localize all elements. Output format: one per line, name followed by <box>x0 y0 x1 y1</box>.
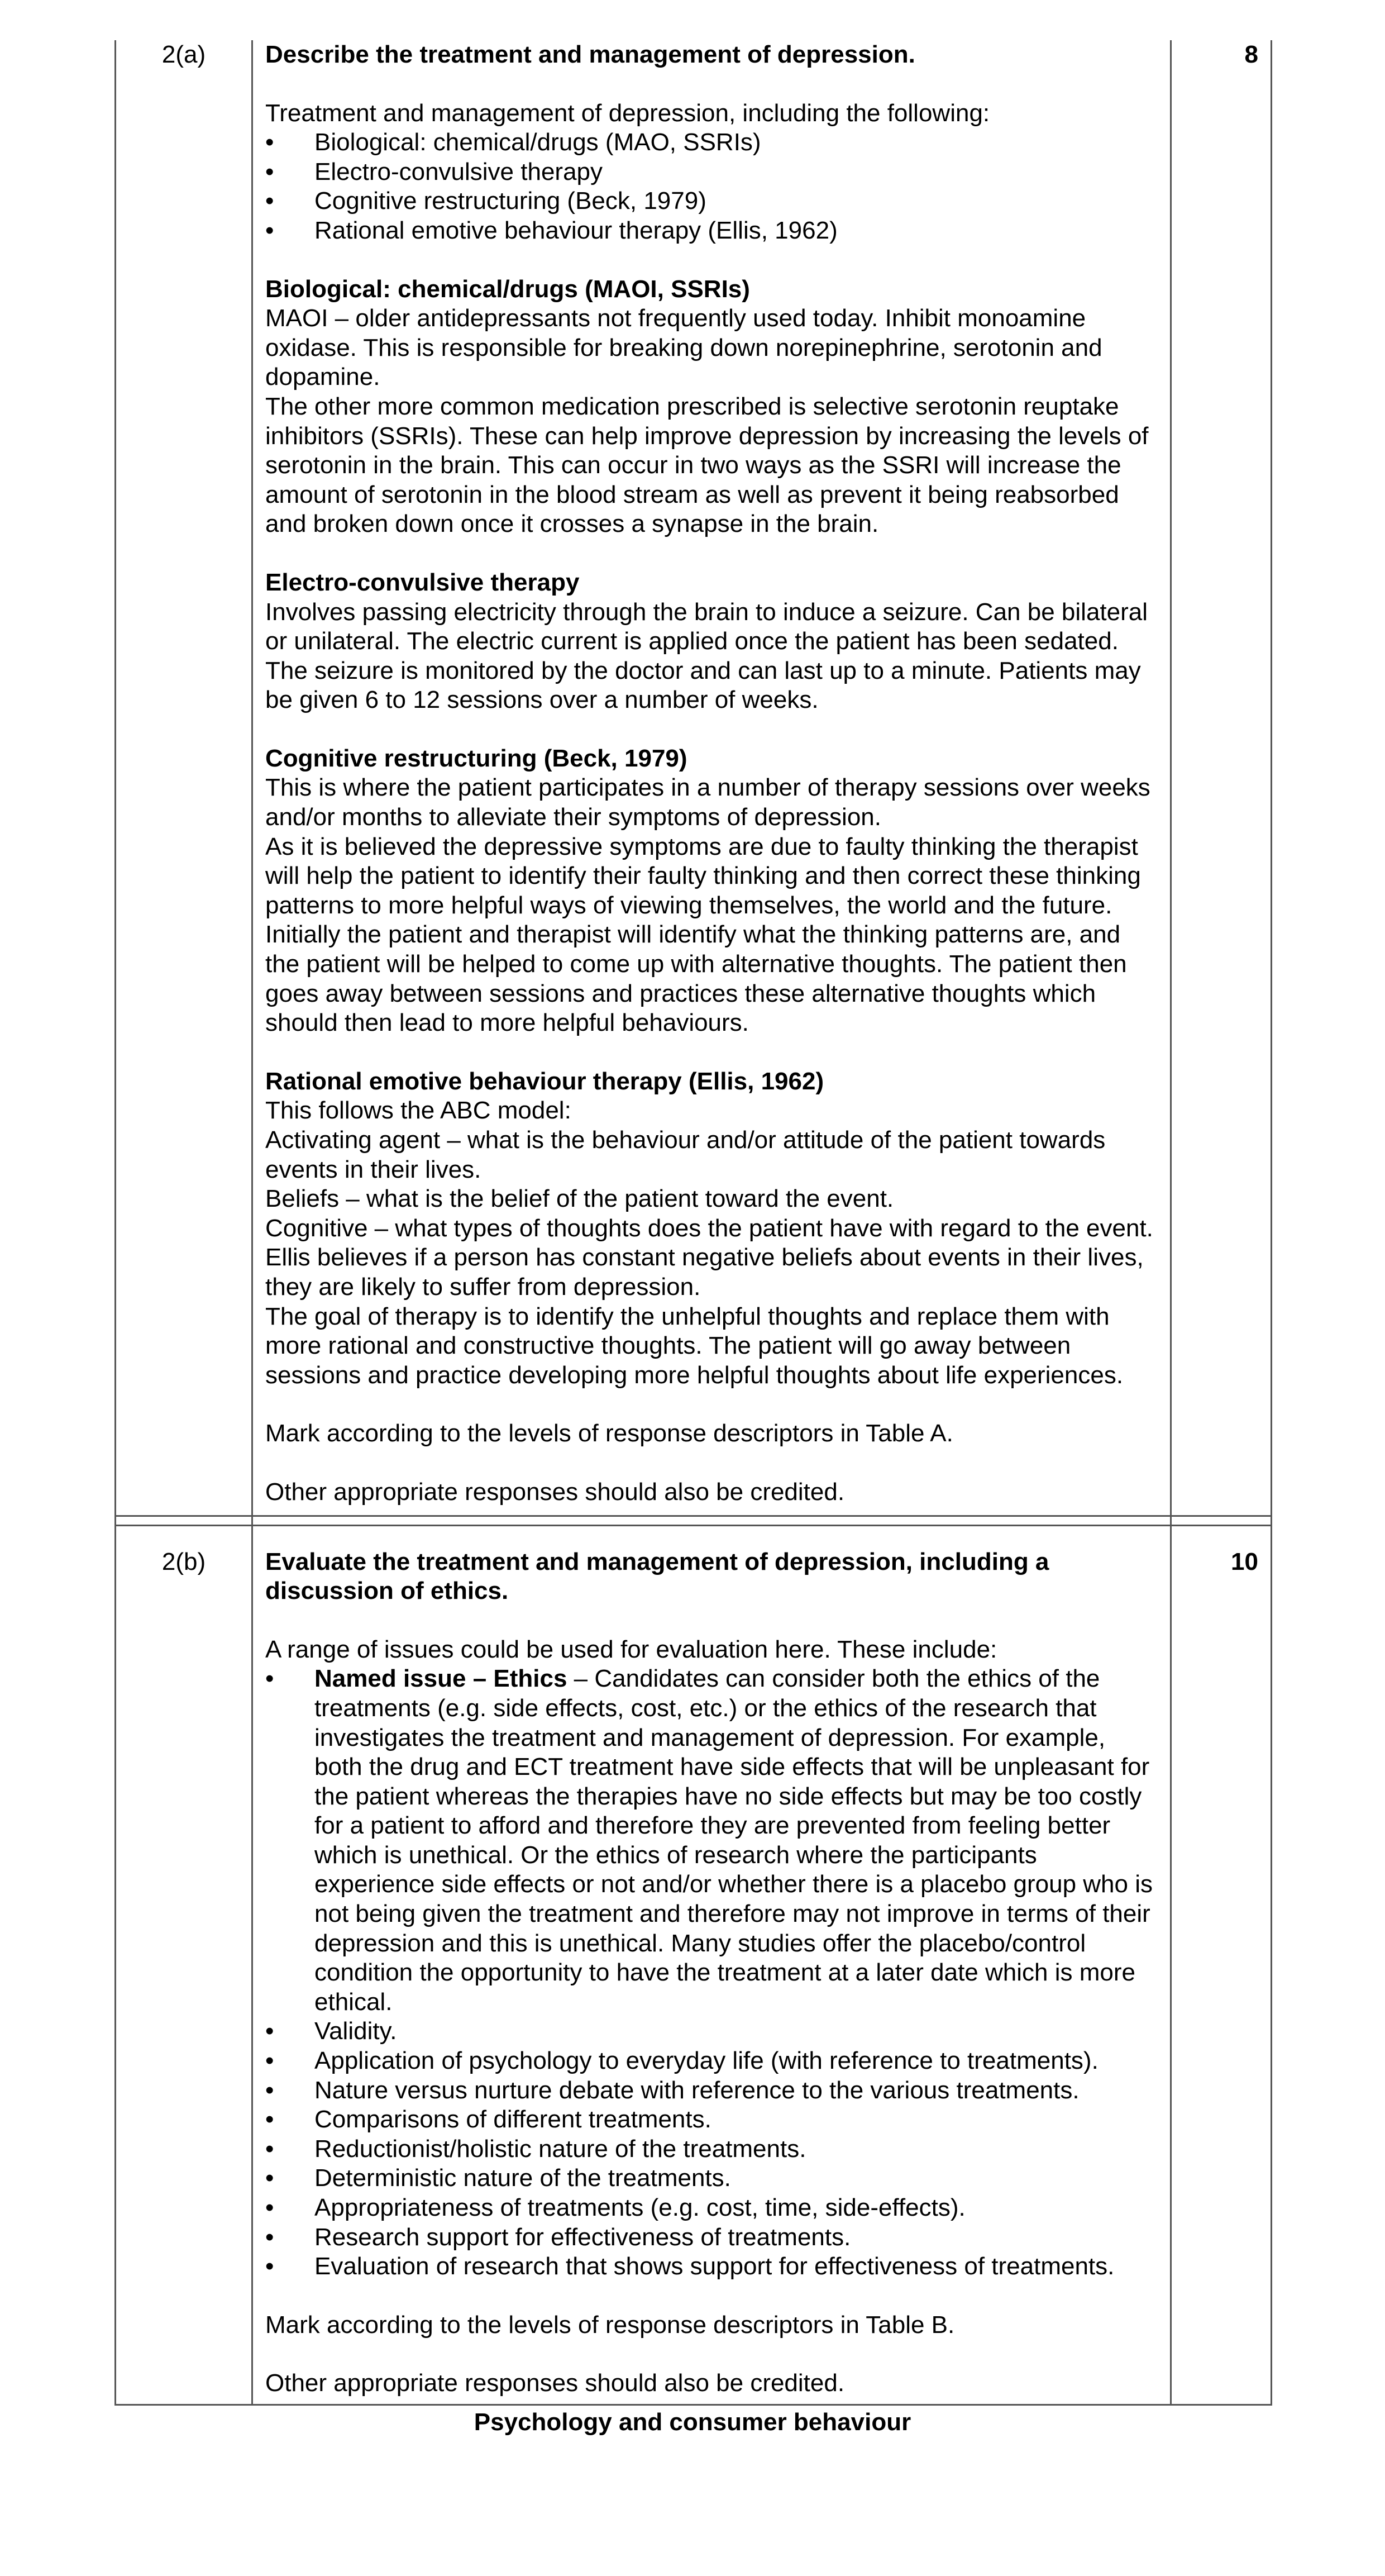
list-item: • Rational emotive behaviour therapy (Ellis, 1962) <box>265 216 1159 246</box>
marks-value: 8 <box>1171 40 1272 1516</box>
list-item: • Electro-convulsive therapy <box>265 158 1159 187</box>
list-item: • Deterministic nature of the treatments. <box>265 2164 1159 2193</box>
named-issue-text: – Candidates can consider both the ethics of the treatments (e.g. side effects, cost, etc.) or the ethics of the research that investigates the treatment and management of depression. For example, both the drug and ECT treatment have side effects that will be unpleasant for the patient whereas the therapies have no side effects but may be too costly for a patient to afford and therefore they are prevented from feeling better which is unethical. Or the ethics of research where the participants experience side effects or not and/or whether there is a placebo group who is not being given the treatment and therefore may not improve in terms of their depression and this is unethical. Many studies offer the placebo/control condition the opportunity to have the treatment at a later date which is more ethical. <box>314 1665 1153 2016</box>
question-number: 2(b) <box>116 1525 252 2404</box>
list-item: • Evaluation of research that shows support for effectiveness of treatments. <box>265 2252 1159 2282</box>
list-item: • Research support for effectiveness of treatments. <box>265 2223 1159 2253</box>
paragraph: MAOI – older antidepressants not frequently used today. Inhibit monoamine oxidase. This is responsible for breaking down norepinephrine, serotonin and dopamine. <box>265 304 1102 391</box>
paragraph: Involves passing electricity through the brain to induce a seizure. Can be bilateral or unilateral. The electric current is applied once the patient has been sedated. The seizure is monitored by the doctor and can last up to a minute. Patients may be given 6 to 12 sessions over a number of weeks. <box>265 598 1148 714</box>
list-item: • Cognitive restructuring (Beck, 1979) <box>265 187 1159 216</box>
list-item: • Appropriateness of treatments (e.g. cost, time, side-effects). <box>265 2193 1159 2223</box>
intro-text: Treatment and management of depression, including the following: <box>265 99 990 127</box>
named-issue-dash: – <box>466 1665 494 1693</box>
paragraph: Activating agent – what is the behaviour and/or attitude of the patient towards events in their lives. <box>265 1126 1106 1183</box>
list-item: • Nature versus nurture debate with reference to the various treatments. <box>265 2076 1159 2106</box>
section-footer: Psychology and consumer behaviour <box>474 2408 911 2436</box>
marks-value: 10 <box>1171 1525 1272 2404</box>
list-item: • Validity. <box>265 2017 1159 2046</box>
answer-content <box>252 1525 1171 2404</box>
section-heading: Biological: chemical/drugs (MAOI, SSRIs) <box>265 275 750 303</box>
question-text: Describe the treatment and management of depression. <box>265 41 915 68</box>
paragraph: Cognitive – what types of thoughts does the patient have with regard to the event. <box>265 1214 1153 1242</box>
question-row-2b <box>116 1525 1272 2404</box>
list-item: • Biological: chemical/drugs (MAO, SSRIs) <box>265 128 1159 158</box>
intro-text: A range of issues could be used for evaluation here. These include: <box>265 1635 997 1663</box>
paragraph: Ellis believes if a person has constant negative beliefs about events in their lives, they are likely to suffer from depression. <box>265 1244 1144 1301</box>
question-number: 2(a) <box>116 40 252 1516</box>
question-text: Evaluate the treatment and management of depression, including a discussion of ethics. <box>265 1547 1049 1605</box>
paragraph: This follows the ABC model: <box>265 1097 571 1125</box>
row-separator <box>116 1516 1272 1525</box>
mark-scheme-table <box>114 40 1272 2406</box>
list-item-named-issue <box>265 1664 1159 2017</box>
question-row-2a <box>116 40 1272 1516</box>
list-item: • Application of psychology to everyday life (with reference to treatments). <box>265 2046 1159 2076</box>
evaluation-list <box>265 1664 1159 2281</box>
marking-note: Mark according to the levels of response descriptors in Table B. <box>265 2311 955 2339</box>
list-item: • Reductionist/holistic nature of the treatments. <box>265 2135 1159 2164</box>
named-issue-label: Named issue <box>314 1665 466 1693</box>
answer-content <box>252 40 1171 1516</box>
paragraph: The other more common medication prescribed is selective serotonin reuptake inhibitors (SSRIs). These can help improve depression by increasing the levels of serotonin in the brain. This can occur in two ways as the SSRI will increase the amount of serotonin in the blood stream as well as prevent it being reabsorbed and broken down once it crosses a synapse in the brain. <box>265 392 1149 538</box>
credit-note: Other appropriate responses should also be credited. <box>265 1478 845 1506</box>
list-item: • Comparisons of different treatments. <box>265 2105 1159 2135</box>
paragraph: As it is believed the depressive symptoms are due to faulty thinking the therapist will help the patient to identify their faulty thinking and then correct these thinking patterns to more helpful ways of viewing themselves, the world and the future. Initially the patient and therapist will identify what the thinking patterns are, and the patient will be helped to come up with alternative thoughts. The patient then goes away between sessions and practices these alternative thoughts which should then lead to more helpful behaviours. <box>265 832 1141 1037</box>
marking-note: Mark according to the levels of response descriptors in Table A. <box>265 1420 953 1447</box>
paragraph: This is where the patient participates in a number of therapy sessions over weeks and/or months to alleviate their symptoms of depression. <box>265 774 1150 831</box>
section-heading: Electro-convulsive therapy <box>265 568 580 596</box>
credit-note: Other appropriate responses should also be credited. <box>265 2369 845 2397</box>
section-heading: Cognitive restructuring (Beck, 1979) <box>265 744 687 772</box>
treatment-list <box>265 128 1159 245</box>
paragraph: The goal of therapy is to identify the unhelpful thoughts and replace them with more rational and constructive thoughts. The patient will go away between sessions and practice developing more helpful thoughts about life experiences. <box>265 1302 1124 1389</box>
paragraph: Beliefs – what is the belief of the patient toward the event. <box>265 1185 894 1213</box>
named-issue-topic: Ethics <box>493 1665 567 1693</box>
section-heading: Rational emotive behaviour therapy (Ellis, 1962) <box>265 1067 824 1095</box>
